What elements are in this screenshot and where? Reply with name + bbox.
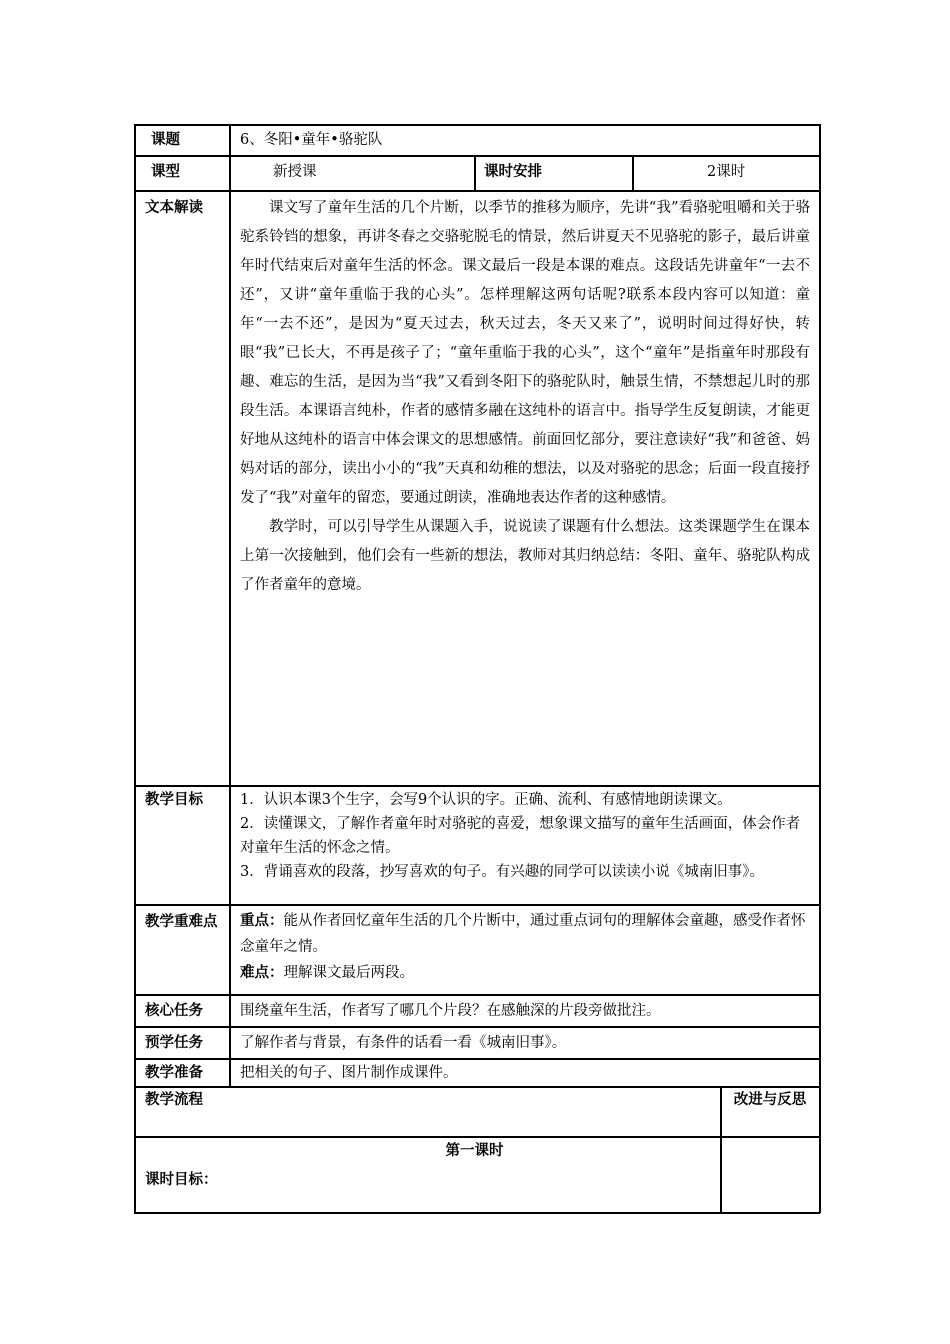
flow-label: 教学流程 <box>145 1092 203 1108</box>
goal-item: 3．背诵喜欢的段落，抄写喜欢的句子。有兴趣的同学可以读读小说《城南旧事》。 <box>240 864 764 880</box>
type-value: 新授课 <box>273 164 317 180</box>
goals-list <box>240 788 814 884</box>
pre-task-label: 预学任务 <box>145 1035 203 1051</box>
key-point-label: 重点： <box>240 913 284 929</box>
keypoints-label: 教学重难点 <box>145 914 218 930</box>
prep-value: 把相关的句子、图片制作成课件。 <box>240 1065 458 1081</box>
keypoints-content <box>240 908 814 986</box>
goal-item: 1．认识本课3个生字，会写9个认识的字。正确、流利、有感情地朗读课文。 <box>240 792 732 808</box>
reflect-label: 改进与反思 <box>733 1092 807 1108</box>
core-task-label: 核心任务 <box>145 1003 203 1019</box>
lesson1-goal-label: 课时目标： <box>145 1172 218 1188</box>
reading-paragraph: 课文写了童年生活的几个片断，以季节的推移为顺序，先讲“我”看骆驼咀嚼和关于骆驼系铃铛的想象，再讲冬春之交骆驼脱毛的情景，然后讲夏天不见骆驼的影子，最后讲童年时代结束后对童年生活的怀念。课文最后一段是本课的难点。这段话先讲童年“一去不还”，又讲“童年重临于我的心头”。怎样理解这两句话呢?联系本段内容可以知道：童年“一去不还”，是因为“夏天过去，秋天过去，冬天又来了”，说明时间过得好快，转眼“我”已长大，不再是孩子了；“童年重临于我的心头”，这个“童年”是指童年时那段有趣、难忘的生活，是因为当“我”又看到冬阳下的骆驼队时，触景生情，不禁想起儿时的那段生活。本课语言纯朴，作者的感情多融在这纯朴的语言中。指导学生反复朗读，才能更好地从这纯朴的语言中体会课文的思想感情。前面回忆部分，要注意读好“我”和爸爸、妈妈对话的部分，读出小小的“我”天真和幼稚的想法，以及对骆驼的思念；后面一段直接抒发了“我”对童年的留恋，要通过朗读，准确地表达作者的这种感情。 <box>240 200 810 506</box>
goal-item: 2．读懂课文，了解作者童年时对骆驼的喜爱，想象课文描写的童年生活画面，体会作者对童年生活的怀念之情。 <box>240 816 801 856</box>
reading-paragraph: 教学时，可以引导学生从课题入手，说说读了课题有什么想法。这类课题学生在课本上第一次接触到，他们会有一些新的想法，教师对其归纳总结：冬阳、童年、骆驼队构成了作者童年的意境。 <box>240 519 810 593</box>
reading-label: 文本解读 <box>145 200 203 216</box>
difficulty-text: 理解课文最后两段。 <box>283 965 414 981</box>
lesson1-heading: 第一课时 <box>445 1143 504 1159</box>
schedule-value: 2课时 <box>707 164 746 180</box>
difficulty-label: 难点： <box>240 965 284 981</box>
key-point-text: 能从作者回忆童年生活的几个片断中，通过重点词句的理解体会童趣，感受作者怀念童年之情。 <box>240 913 806 955</box>
title-value: 6、冬阳•童年•骆驼队 <box>240 132 383 148</box>
schedule-label: 课时安排 <box>484 164 542 180</box>
prep-label: 教学准备 <box>145 1065 203 1081</box>
core-task-value: 围绕童年生活，作者写了哪几个片段？在感触深的片段旁做批注。 <box>240 1003 661 1019</box>
reading-content <box>240 194 810 600</box>
goals-label: 教学目标 <box>145 792 203 808</box>
pre-task-value: 了解作者与背景，有条件的话看一看《城南旧事》。 <box>240 1035 567 1051</box>
title-label: 课题 <box>151 132 180 148</box>
type-label: 课型 <box>151 164 180 180</box>
